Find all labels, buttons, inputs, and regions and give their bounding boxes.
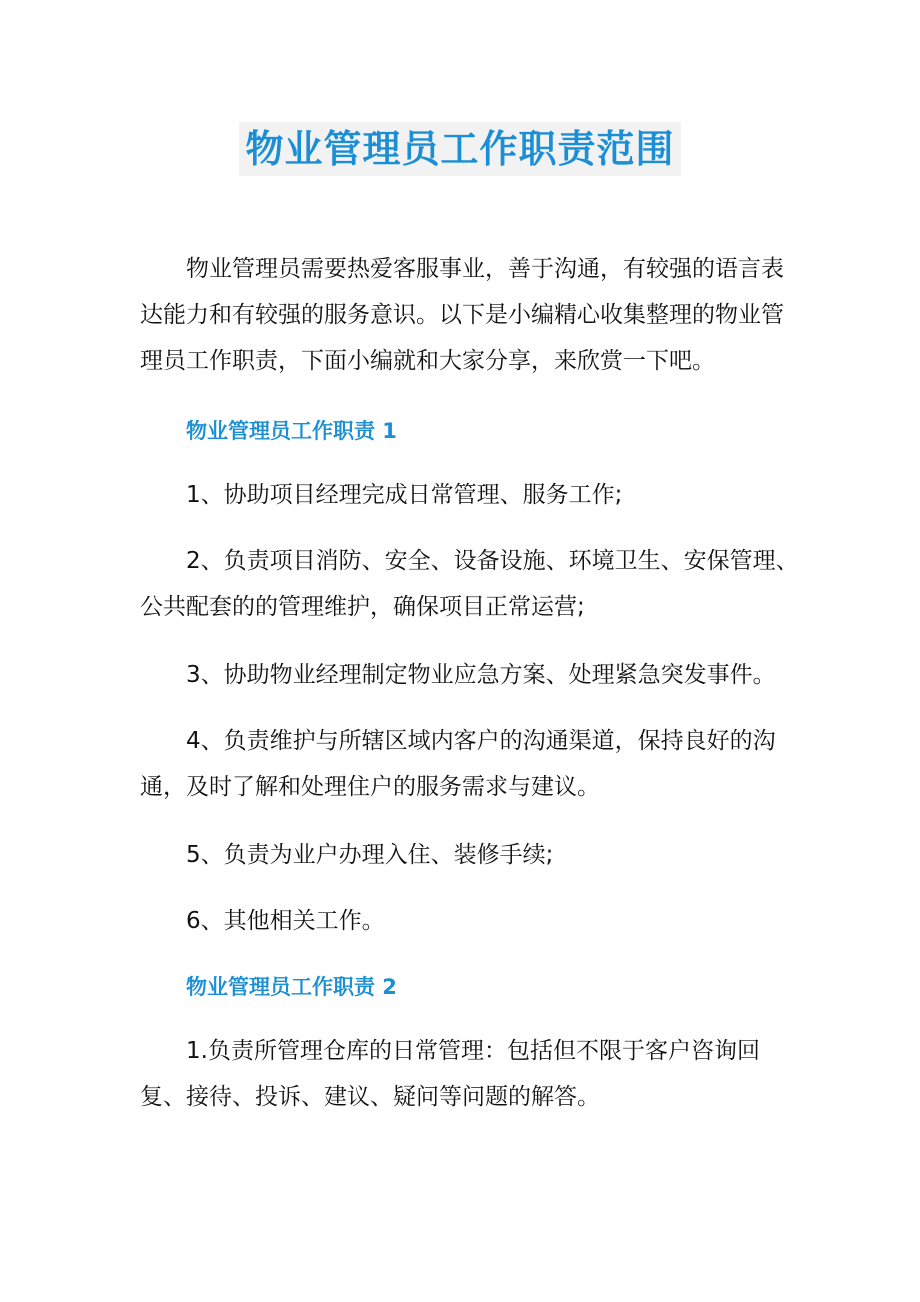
list-item bbox=[140, 832, 800, 878]
list-item-text: 3、协助物业经理制定物业应急方案、处理紧急突发事件。 bbox=[186, 662, 776, 688]
document-title: 物业管理员工作职责范围 bbox=[239, 122, 680, 176]
list-item-text: 1.负责所管理仓库的日常管理：包括但不限于客户咨询回复、接待、投诉、建议、疑问等问题的解答。 bbox=[140, 1038, 760, 1110]
title-wrapper bbox=[0, 122, 920, 176]
list-item bbox=[140, 472, 800, 518]
list-item-text: 6、其他相关工作。 bbox=[186, 908, 385, 934]
list-item-text: 5、负责为业户办理入住、装修手续; bbox=[186, 842, 554, 868]
list-item bbox=[140, 1028, 800, 1120]
list-item-text: 4、负责维护与所辖区域内客户的沟通渠道，保持良好的沟通，及时了解和处理住户的服务需求与建议。 bbox=[140, 728, 776, 800]
section-heading-2: 物业管理员工作职责 2 bbox=[186, 975, 397, 999]
list-item bbox=[140, 718, 800, 810]
list-item bbox=[140, 652, 800, 698]
list-item-text: 1、协助项目经理完成日常管理、服务工作; bbox=[186, 482, 623, 508]
list-item-text: 2、负责项目消防、安全、设备设施、环境卫生、安保管理、公共配套的的管理维护，确保项目正常运营; bbox=[140, 548, 799, 620]
intro-text: 物业管理员需要热爱客服事业，善于沟通，有较强的语言表达能力和有较强的服务意识。以下是小编精心收集整理的物业管理员工作职责，下面小编就和大家分享，来欣赏一下吧。 bbox=[140, 256, 784, 374]
intro-paragraph bbox=[140, 246, 800, 384]
section-heading-1: 物业管理员工作职责 1 bbox=[186, 419, 397, 443]
list-item bbox=[140, 898, 800, 944]
list-item bbox=[140, 538, 800, 630]
